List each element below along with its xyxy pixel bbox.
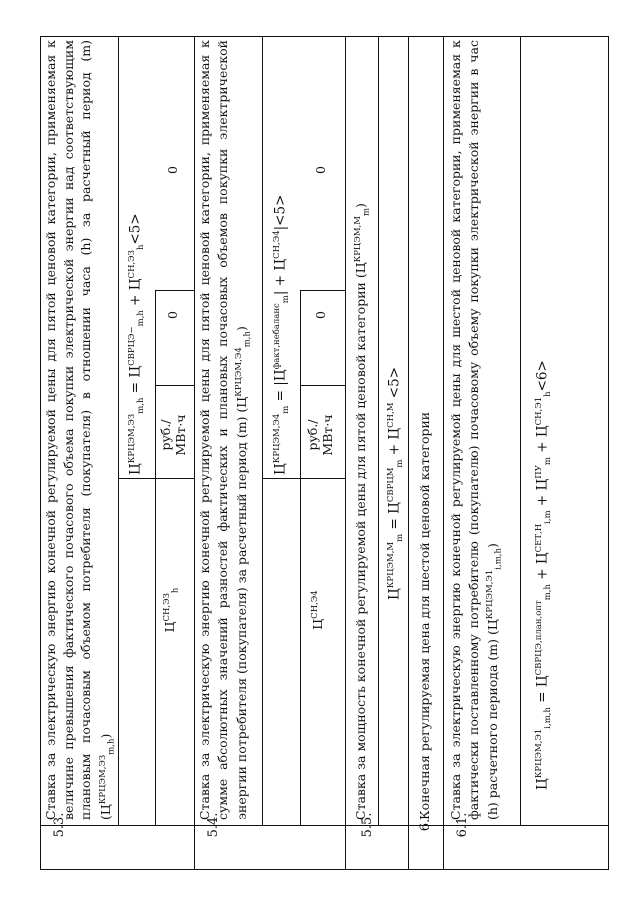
row-number-6-1: 6.1. [455,812,470,838]
row-text-5-4: Ставка за электрическую энергию конечной регулируемой цены для пятой ценовой категории, применяемая к сумме абсолютных значений разностей фактических и плановых почасовых объемов покупки электрической энергии потребителя (покупателя) за расчетный период (m) $(Ц^{КРЦЭМ,Э4}_{m,h})$ [197,40,253,820]
subtable-line [155,290,156,826]
row-text-6-1: Ставка за электрическую энергию конечной регулируемой цены для шестой ценовой категории, применяемая к фактически поставленному потребителю (покупателю) почасовому объему покупки электрической энергии в час (h) расчетного периода (m) $(Ц^{КРЦЭМ,Э1}_{i,m,h})$ [448,40,504,820]
formula-5-5: $Ц^{КРЦЭМ,М}_m = Ц^{СВРЦМ}_m + Ц^{СН,М} <5>$ [386,366,406,600]
subtable-line [118,36,119,826]
row-number-6: 6. [418,818,433,832]
subtable-value2-5-4: 0 [313,166,328,174]
subtable-value-5-3: 0 [165,311,180,319]
subtable-symbol-5-4: $Ц^{СН,Э4}$ [310,590,326,630]
subtable-unit-5-3: руб./ МВт·ч [158,414,188,456]
formula-5-3: $Ц^{КРЦЭМ,ЭЗ}_{m,h} = Ц^{СВРЦЭ-}_{m,h} + Ц^{СН,ЭЗ}_h<5>$ [127,213,147,475]
row-number-5-3: 5.3. [52,812,67,838]
subtable-line [300,290,301,826]
subtable-line [155,385,194,386]
table-top-border [40,36,609,37]
subtable-line [262,36,263,826]
row-text-5-5: Ставка за мощность конечной регулируемой цены для пятой ценовой категории $(Ц^{КРЦЭМ,М}_m)$ [353,203,372,820]
table-bottom-border [40,869,609,870]
row-text-6: Конечная регулируемая цена для шестой ценовой категории [417,411,432,820]
subtable-line [118,825,194,826]
subtable-unit-5-4: руб./ МВт·ч [305,414,335,456]
subtable-value2-5-3: 0 [165,166,180,174]
row-text-5-3: Ставка за электрическую энергию конечной регулируемой цены для пятой ценовой категории, применяемая к величине превышения фактического почасового объема покупки электрической энергии над соответствующим плановым почасовым объемом потребителя (покупателя) в отношении часа (h) за расчетный период (m) $(Ц^{КРЦЭМ,ЭЗ}_{m,h})$ [43,40,117,820]
subtable-value-5-4: 0 [313,311,328,319]
subtable-line [300,385,345,386]
formula-6-1: $Ц^{КРЦЭМ,Э1}_{i,m,h} = Ц^{СВРЦЭ,план,опт}_{m,h} + Ц^{СЕТ,Н}_{i,m} + Ц^{ПУ}_m + Ц^{СН,Э1}_h<6>$ [534,360,554,790]
subtable-line [378,36,379,826]
subtable-line [262,825,345,826]
subtable-symbol-5-3: $Ц^{СН,ЭЗ}_h$ [162,587,181,633]
row-separator [408,36,409,870]
row-number-5-4: 5.4. [206,812,221,838]
row-number-5-5: 5.5. [360,812,375,838]
row-separator [345,36,346,870]
row-separator [443,36,444,870]
row-separator [194,36,195,870]
table-left-border [40,36,41,870]
subtable-line [520,36,521,826]
formula-5-4: $Ц^{КРЦЭМ,Э4}_m = |Ц^{факт,небаланс}_m| + Ц^{СН,Э4}|<5>$ [272,194,292,475]
table-right-border [608,36,609,870]
